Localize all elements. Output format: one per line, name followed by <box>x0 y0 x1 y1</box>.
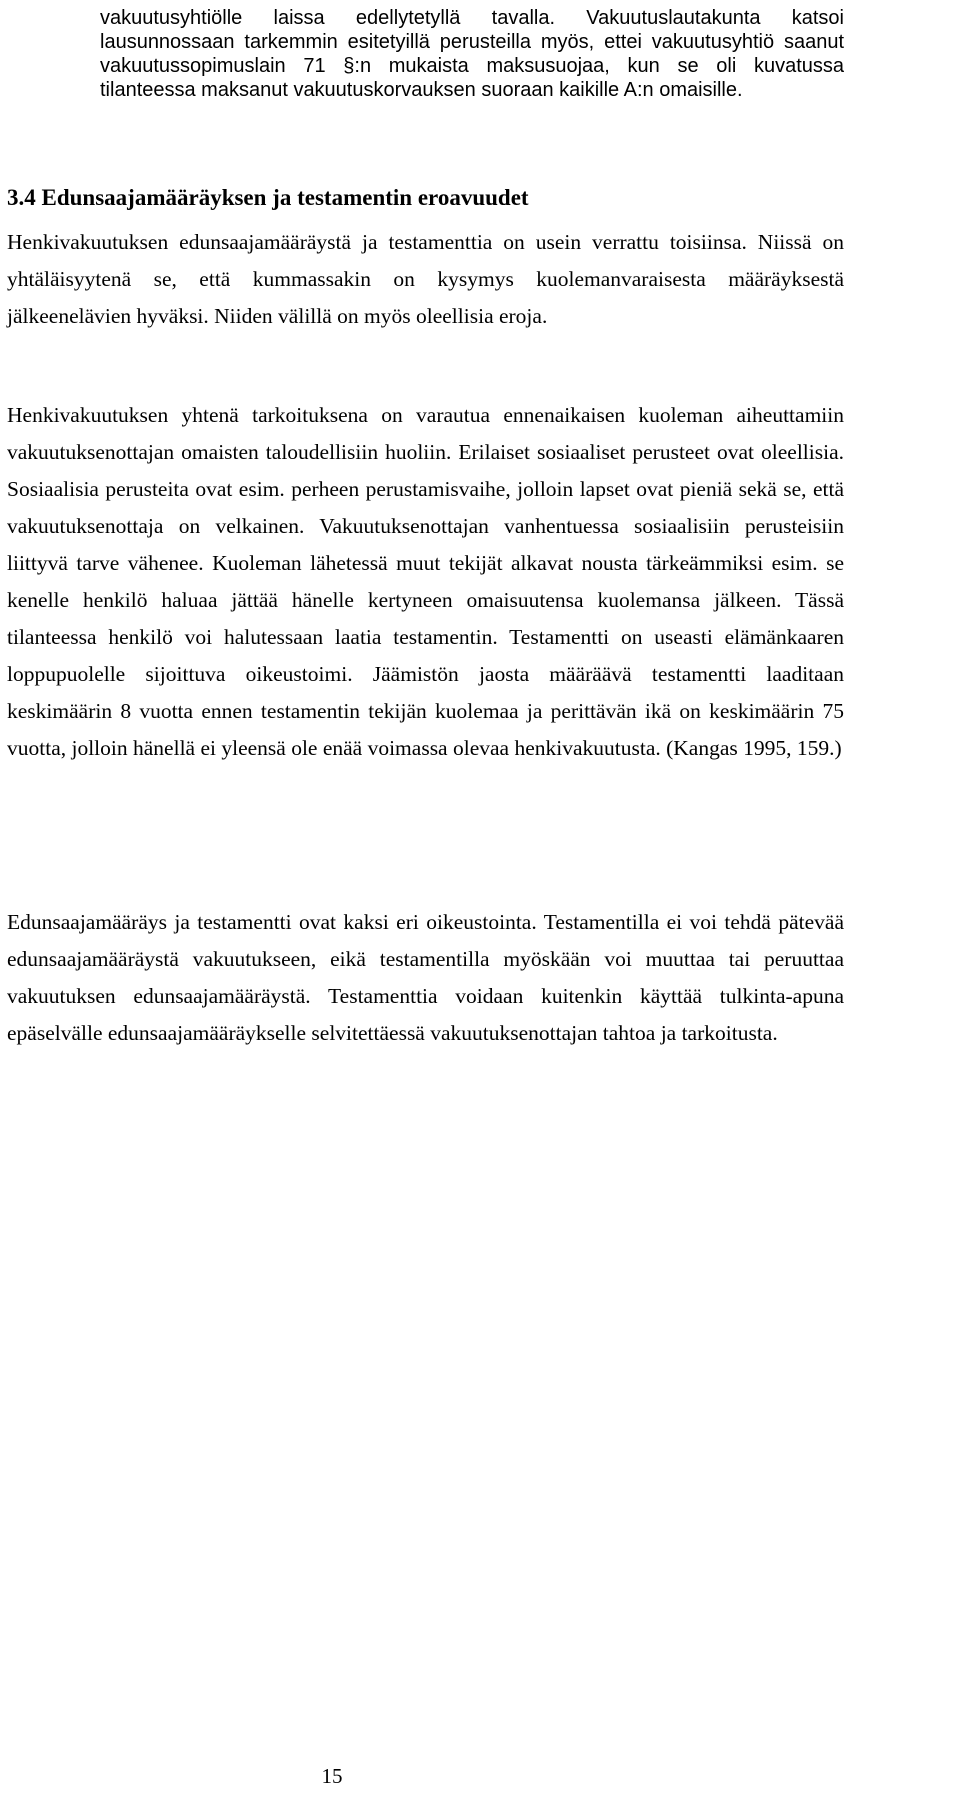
body-paragraph-2: Henkivakuutuksen yhtenä tarkoituksena on varautua ennenaikaisen kuoleman aiheuttamiin vakuutuksenottajan omaisten taloudellisiin huoliin. Erilaiset sosiaaliset perusteet ovat oleellisia. Sosiaalisia perusteita ovat esim. perheen perustamisvaihe, jolloin lapset ovat pieniä sekä se, että vakuutuksenottaja on velkainen. Vakuutuksenottajan vanhentuessa sosiaalisiin perusteisiin liittyvä tarve vähenee. Kuoleman lähetessä muut tekijät alkavat nousta tärkeämmiksi esim. se kenelle henkilö haluaa jättää hänelle kertyneen omaisuutensa kuolemansa jälkeen. Tässä tilanteessa henkilö voi halutessaan laatia testamentin. Testamentti on useasti elämänkaaren loppupuolelle sijoittuva oikeustoimi. Jäämistön jaosta määräävä testamentti laaditaan keskimäärin 8 vuotta ennen testamentin tekijän kuolemaa ja perittävän ikä on keskimäärin 75 vuotta, jolloin hänellä ei yleensä ole enää voimassa olevaa henkivakuutusta. (Kangas 1995, 159.) <box>7 403 844 760</box>
intro-paragraph: vakuutusyhtiölle laissa edellytetyllä tavalla. Vakuutuslautakunta katsoi lausunnossaan tarkemmin esitetyillä perusteilla myös, ettei vakuutusyhtiö saanut vakuutussopimuslain 71 §:n mukaista maksusuojaa, kun se oli kuvatussa tilanteessa maksanut vakuutuskorvauksen suoraan kaikille A:n omaisille. <box>100 7 844 101</box>
body-paragraph-1: Henkivakuutuksen edunsaajamääräystä ja testamenttia on usein verrattu toisiinsa. Niissä on yhtäläisyytenä se, että kummassakin on kysymys kuolemanvaraisesta määräyksestä jälkeenelävien hyväksi. Niiden välillä on myös oleellisia eroja. <box>7 230 844 328</box>
body-paragraph-3: Edunsaajamääräys ja testamentti ovat kaksi eri oikeustointa. Testamentilla ei voi tehdä pätevää edunsaajamääräystä vakuutukseen, eikä testamentilla myöskään voi muuttaa tai peruuttaa vakuutuksen edunsaajamääräystä. Testamenttia voidaan kuitenkin käyttää tulkinta-apuna epäselvälle edunsaajamääräykselle selvitettäessä vakuutuksenottajan tahtoa ja tarkoitusta. <box>7 910 844 1045</box>
section-heading: 3.4 Edunsaajamääräyksen ja testamentin eroavuudet <box>7 185 529 210</box>
page-number: 15 <box>321 1764 343 1788</box>
